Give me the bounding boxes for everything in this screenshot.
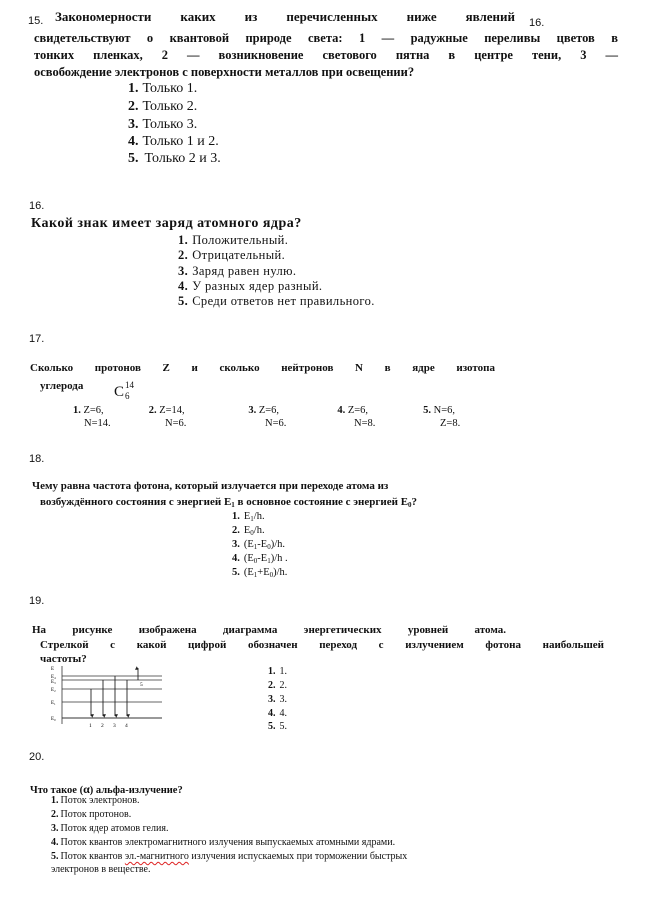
arrow-label: 1 <box>89 723 92 728</box>
option-text: Только 2 и 3. <box>144 151 221 166</box>
option-formula: $E_0/h$. <box>243 525 265 537</box>
answer-option[interactable] <box>51 850 407 864</box>
option-text: Поток ядер атомов гелия. <box>60 823 169 834</box>
option-text: Среди ответов нет правильного. <box>192 294 375 308</box>
answer-option[interactable] <box>147 404 186 430</box>
option-text: 4. <box>279 708 287 719</box>
option-value-z: Z=6, <box>258 405 280 416</box>
option-number: 2. <box>51 809 59 820</box>
option-number: 2. <box>178 248 189 262</box>
option-text: Поток протонов. <box>60 809 132 820</box>
question-text-line: Сколько протонов Z и сколько нейтронов N в ядре изотопа <box>30 362 495 374</box>
option-number: 3. <box>178 264 189 278</box>
question-number-right: 16. <box>529 17 545 29</box>
question-text-line: Чему равна частота фотона, который излучается при переходе атома из <box>32 480 389 492</box>
option-number: 5. <box>178 294 189 308</box>
level-label: E₂ <box>51 688 56 693</box>
option-number: 1. <box>178 233 189 247</box>
option-number: 1. <box>72 405 81 416</box>
answer-option[interactable] <box>128 116 197 134</box>
level-label: E₀ <box>51 717 56 722</box>
option-number: 3. <box>248 405 257 416</box>
option-number: 3. <box>268 694 276 705</box>
option-value-n: N=6. <box>265 418 287 429</box>
option-formula: $E_1/h$. <box>243 511 265 523</box>
question-text-line: углерода <box>40 380 84 392</box>
answer-option[interactable] <box>268 720 287 734</box>
level-label: E₁ <box>51 701 56 706</box>
question-text-line: тонких пленках, 2 — возникновение светового пятна в центре тени, 3 — <box>34 48 618 62</box>
answer-option[interactable] <box>128 133 219 151</box>
question-text-line: освобождение электронов с поверхности металлов при освещении? <box>34 65 415 79</box>
option-number: 5. <box>51 851 59 862</box>
option-number: 5. <box>423 405 432 416</box>
spellcheck-underlined-word: эл.-магнитного <box>124 851 189 862</box>
answer-option[interactable] <box>128 150 221 168</box>
option-text-continuation: электронов в веществе. <box>51 864 151 875</box>
option-text: Заряд равен нулю. <box>192 264 297 278</box>
option-number: 3. <box>51 823 59 834</box>
isotope-symbol: C <box>114 384 125 400</box>
option-text: Только 2. <box>142 99 198 114</box>
option-text: Только 3. <box>142 117 198 132</box>
level-label: E₄ <box>51 675 56 680</box>
answer-option[interactable] <box>178 294 375 309</box>
option-text: Поток электронов. <box>60 795 140 806</box>
question-text-line: свидетельствуют о квантовой природе света: 1 — радужные переливы цветов в <box>34 31 618 45</box>
option-text: 5. <box>279 721 287 732</box>
option-value-n: N=14. <box>84 418 111 429</box>
option-number: 3. <box>128 117 139 132</box>
answer-option[interactable] <box>268 693 287 707</box>
option-value-n: N=8. <box>354 418 376 429</box>
question-number: 16. <box>29 200 45 212</box>
option-number: 5. <box>232 567 240 578</box>
level-label: E <box>51 667 55 672</box>
question-number: 19. <box>29 595 45 607</box>
option-number: 3. <box>232 539 240 550</box>
arrow-label: 4 <box>125 723 128 728</box>
option-number: 2. <box>232 525 240 536</box>
arrow-label: 5 <box>140 682 143 688</box>
option-number: 4. <box>128 134 139 149</box>
option-value-n: N=6. <box>165 418 187 429</box>
isotope-notation <box>114 380 144 404</box>
option-value-z: Z=14, <box>159 405 185 416</box>
question-text: Какой знак имеет заряд атомного ядра? <box>31 216 302 231</box>
option-number: 1. <box>268 666 276 677</box>
option-text: 1. <box>279 666 287 677</box>
answer-option[interactable] <box>268 679 287 693</box>
option-value-n: N=6, <box>433 405 456 416</box>
question-number: 17. <box>29 333 45 345</box>
arrow-label: 2 <box>101 723 104 728</box>
answer-option[interactable] <box>241 404 286 430</box>
option-formula: $(E_0-E_1)/h$ . <box>243 553 288 565</box>
question-text-line: На рисунке изображена диаграмма энергетических уровней атома. <box>32 624 506 636</box>
option-formula: $(E_1-E_0)/h$. <box>243 539 286 551</box>
answer-option[interactable] <box>330 404 375 430</box>
answer-option[interactable] <box>178 248 285 263</box>
option-number: 4. <box>178 279 189 293</box>
option-text: 3. <box>279 694 287 705</box>
option-number: 2. <box>128 99 139 114</box>
option-number: 4. <box>232 553 240 564</box>
answer-option[interactable] <box>418 404 460 430</box>
option-number: 5. <box>268 721 276 732</box>
question-text-line: частоты? <box>40 653 87 665</box>
answer-option[interactable] <box>51 808 131 822</box>
option-text: Только 1 и 2. <box>142 134 219 149</box>
option-value-z: Z=8. <box>440 418 461 429</box>
arrow-label: 3 <box>113 723 116 728</box>
answer-option[interactable] <box>178 279 322 294</box>
option-text: Отрицательный. <box>192 248 286 262</box>
level-label: E₃ <box>51 680 56 685</box>
answer-option[interactable] <box>268 665 287 679</box>
option-number: 4. <box>268 708 276 719</box>
option-number: 1. <box>51 795 59 806</box>
question-number: 15. <box>28 15 44 27</box>
option-value-z: Z=6, <box>347 405 369 416</box>
question-text: Что такое (α) альфа-излучение? <box>30 782 183 796</box>
option-number: 5. <box>128 151 139 166</box>
option-text: Поток квантов электромагнитного излучения выпускаемых атомными ядрами. <box>60 837 396 848</box>
option-text: 2. <box>279 680 287 691</box>
option-text: Только 1. <box>142 81 198 96</box>
energy-level-diagram <box>50 664 170 728</box>
question-number: 18. <box>29 453 45 465</box>
answer-option[interactable] <box>51 836 395 850</box>
option-value-z: Z=6, <box>83 405 104 416</box>
answer-option[interactable] <box>178 264 296 279</box>
option-number: 4. <box>337 405 346 416</box>
option-text: Поток квантов эл.-магнитного излучения испускаемых при торможении быстрых <box>60 851 408 862</box>
answer-option[interactable] <box>51 822 168 836</box>
answer-option[interactable] <box>128 98 197 116</box>
option-number: 4. <box>51 837 59 848</box>
answer-option[interactable] <box>178 233 288 248</box>
option-text: Положительный. <box>192 233 289 247</box>
question-number: 20. <box>29 751 45 763</box>
isotope-charge-number: 6 <box>125 391 130 401</box>
answer-option[interactable] <box>128 80 197 98</box>
question-text-line: Закономерности каких из перечисленных ниже явлений <box>55 9 515 24</box>
answer-option[interactable] <box>268 707 287 721</box>
option-formula: $(E_1+E_0)/h$. <box>243 567 288 579</box>
option-number: 2. <box>268 680 276 691</box>
option-number: 2. <box>148 405 157 416</box>
question-text-line: возбуждённого состояния с энергией $E_1$ в основное состояние с энергией $E_0$? <box>40 496 418 509</box>
option-text: У разных ядер разный. <box>192 279 323 293</box>
answer-option[interactable] <box>51 794 140 808</box>
question-text-line: Стрелкой с какой цифрой обозначен переход с излучением фотона наибольшей <box>40 639 604 651</box>
answer-option[interactable] <box>232 566 287 582</box>
option-number: 1. <box>128 81 139 96</box>
isotope-mass-number: 14 <box>125 380 134 390</box>
answer-option[interactable] <box>66 404 111 430</box>
option-number: 1. <box>232 511 240 522</box>
